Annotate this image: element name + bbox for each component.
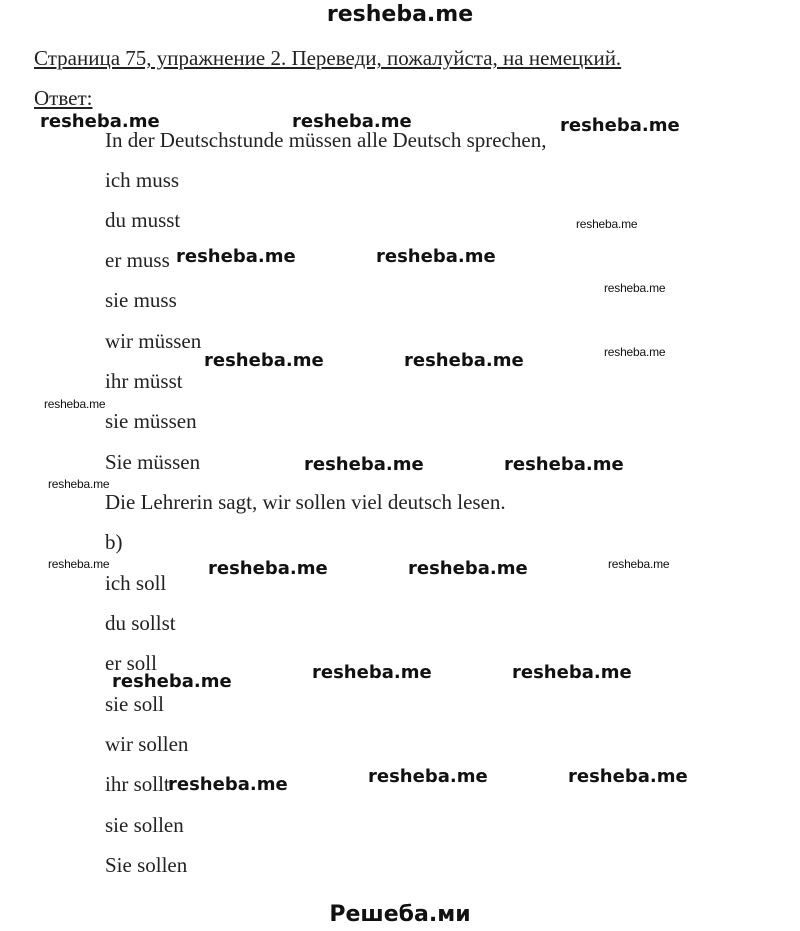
answer-label: Ответ: (34, 86, 93, 110)
watermark: resheba.me (48, 477, 110, 491)
watermark: resheba.me (204, 350, 324, 371)
exercise-heading: Страница 75, упражнение 2. Переведи, пожалуйста, на немецкий. (34, 46, 622, 70)
answer-line: er soll (105, 651, 157, 675)
answer-line: ihr müsst (105, 369, 183, 393)
answer-line: Sie müssen (105, 450, 201, 474)
answer-line: ihr sollt (105, 772, 170, 796)
site-title: resheba.me (326, 2, 474, 27)
footer-brand: Решеба.ми (329, 902, 471, 927)
answer-line: ich soll (105, 571, 167, 595)
watermark: resheba.me (404, 350, 524, 371)
watermark: resheba.me (368, 766, 488, 787)
watermark: resheba.me (560, 115, 680, 136)
answer-line: ich muss (105, 168, 180, 192)
answer-line: In der Deutschstunde müssen alle Deutsch sprechen, (105, 128, 547, 152)
answer-line: Sie sollen (105, 853, 188, 877)
answer-line: du musst (105, 208, 181, 232)
watermark: resheba.me (604, 281, 666, 295)
answer-line: b) (105, 530, 123, 554)
answer-line: sie müssen (105, 409, 197, 433)
watermark: resheba.me (376, 246, 496, 267)
answer-line: sie muss (105, 288, 177, 312)
answer-line: wir müssen (105, 329, 202, 353)
watermark: resheba.me (292, 111, 412, 132)
watermark: resheba.me (576, 217, 638, 231)
watermark: resheba.me (608, 557, 670, 571)
watermark: resheba.me (304, 454, 424, 475)
answer-line: du sollst (105, 611, 176, 635)
watermark: resheba.me (168, 774, 288, 795)
watermark: resheba.me (504, 454, 624, 475)
watermark: resheba.me (40, 111, 160, 132)
watermark: resheba.me (568, 766, 688, 787)
watermark: resheba.me (176, 246, 296, 267)
answer-line: sie soll (105, 692, 164, 716)
watermark: resheba.me (408, 558, 528, 579)
watermark: resheba.me (312, 662, 432, 683)
answer-line: sie sollen (105, 813, 184, 837)
watermark: resheba.me (208, 558, 328, 579)
watermark: resheba.me (44, 397, 106, 411)
watermark: resheba.me (512, 662, 632, 683)
answer-line: Die Lehrerin sagt, wir sollen viel deutsch lesen. (105, 490, 506, 514)
watermark: resheba.me (604, 345, 666, 359)
answer-line: wir sollen (105, 732, 189, 756)
watermark: resheba.me (112, 671, 232, 692)
watermark: resheba.me (48, 557, 110, 571)
answer-line: er muss (105, 248, 170, 272)
